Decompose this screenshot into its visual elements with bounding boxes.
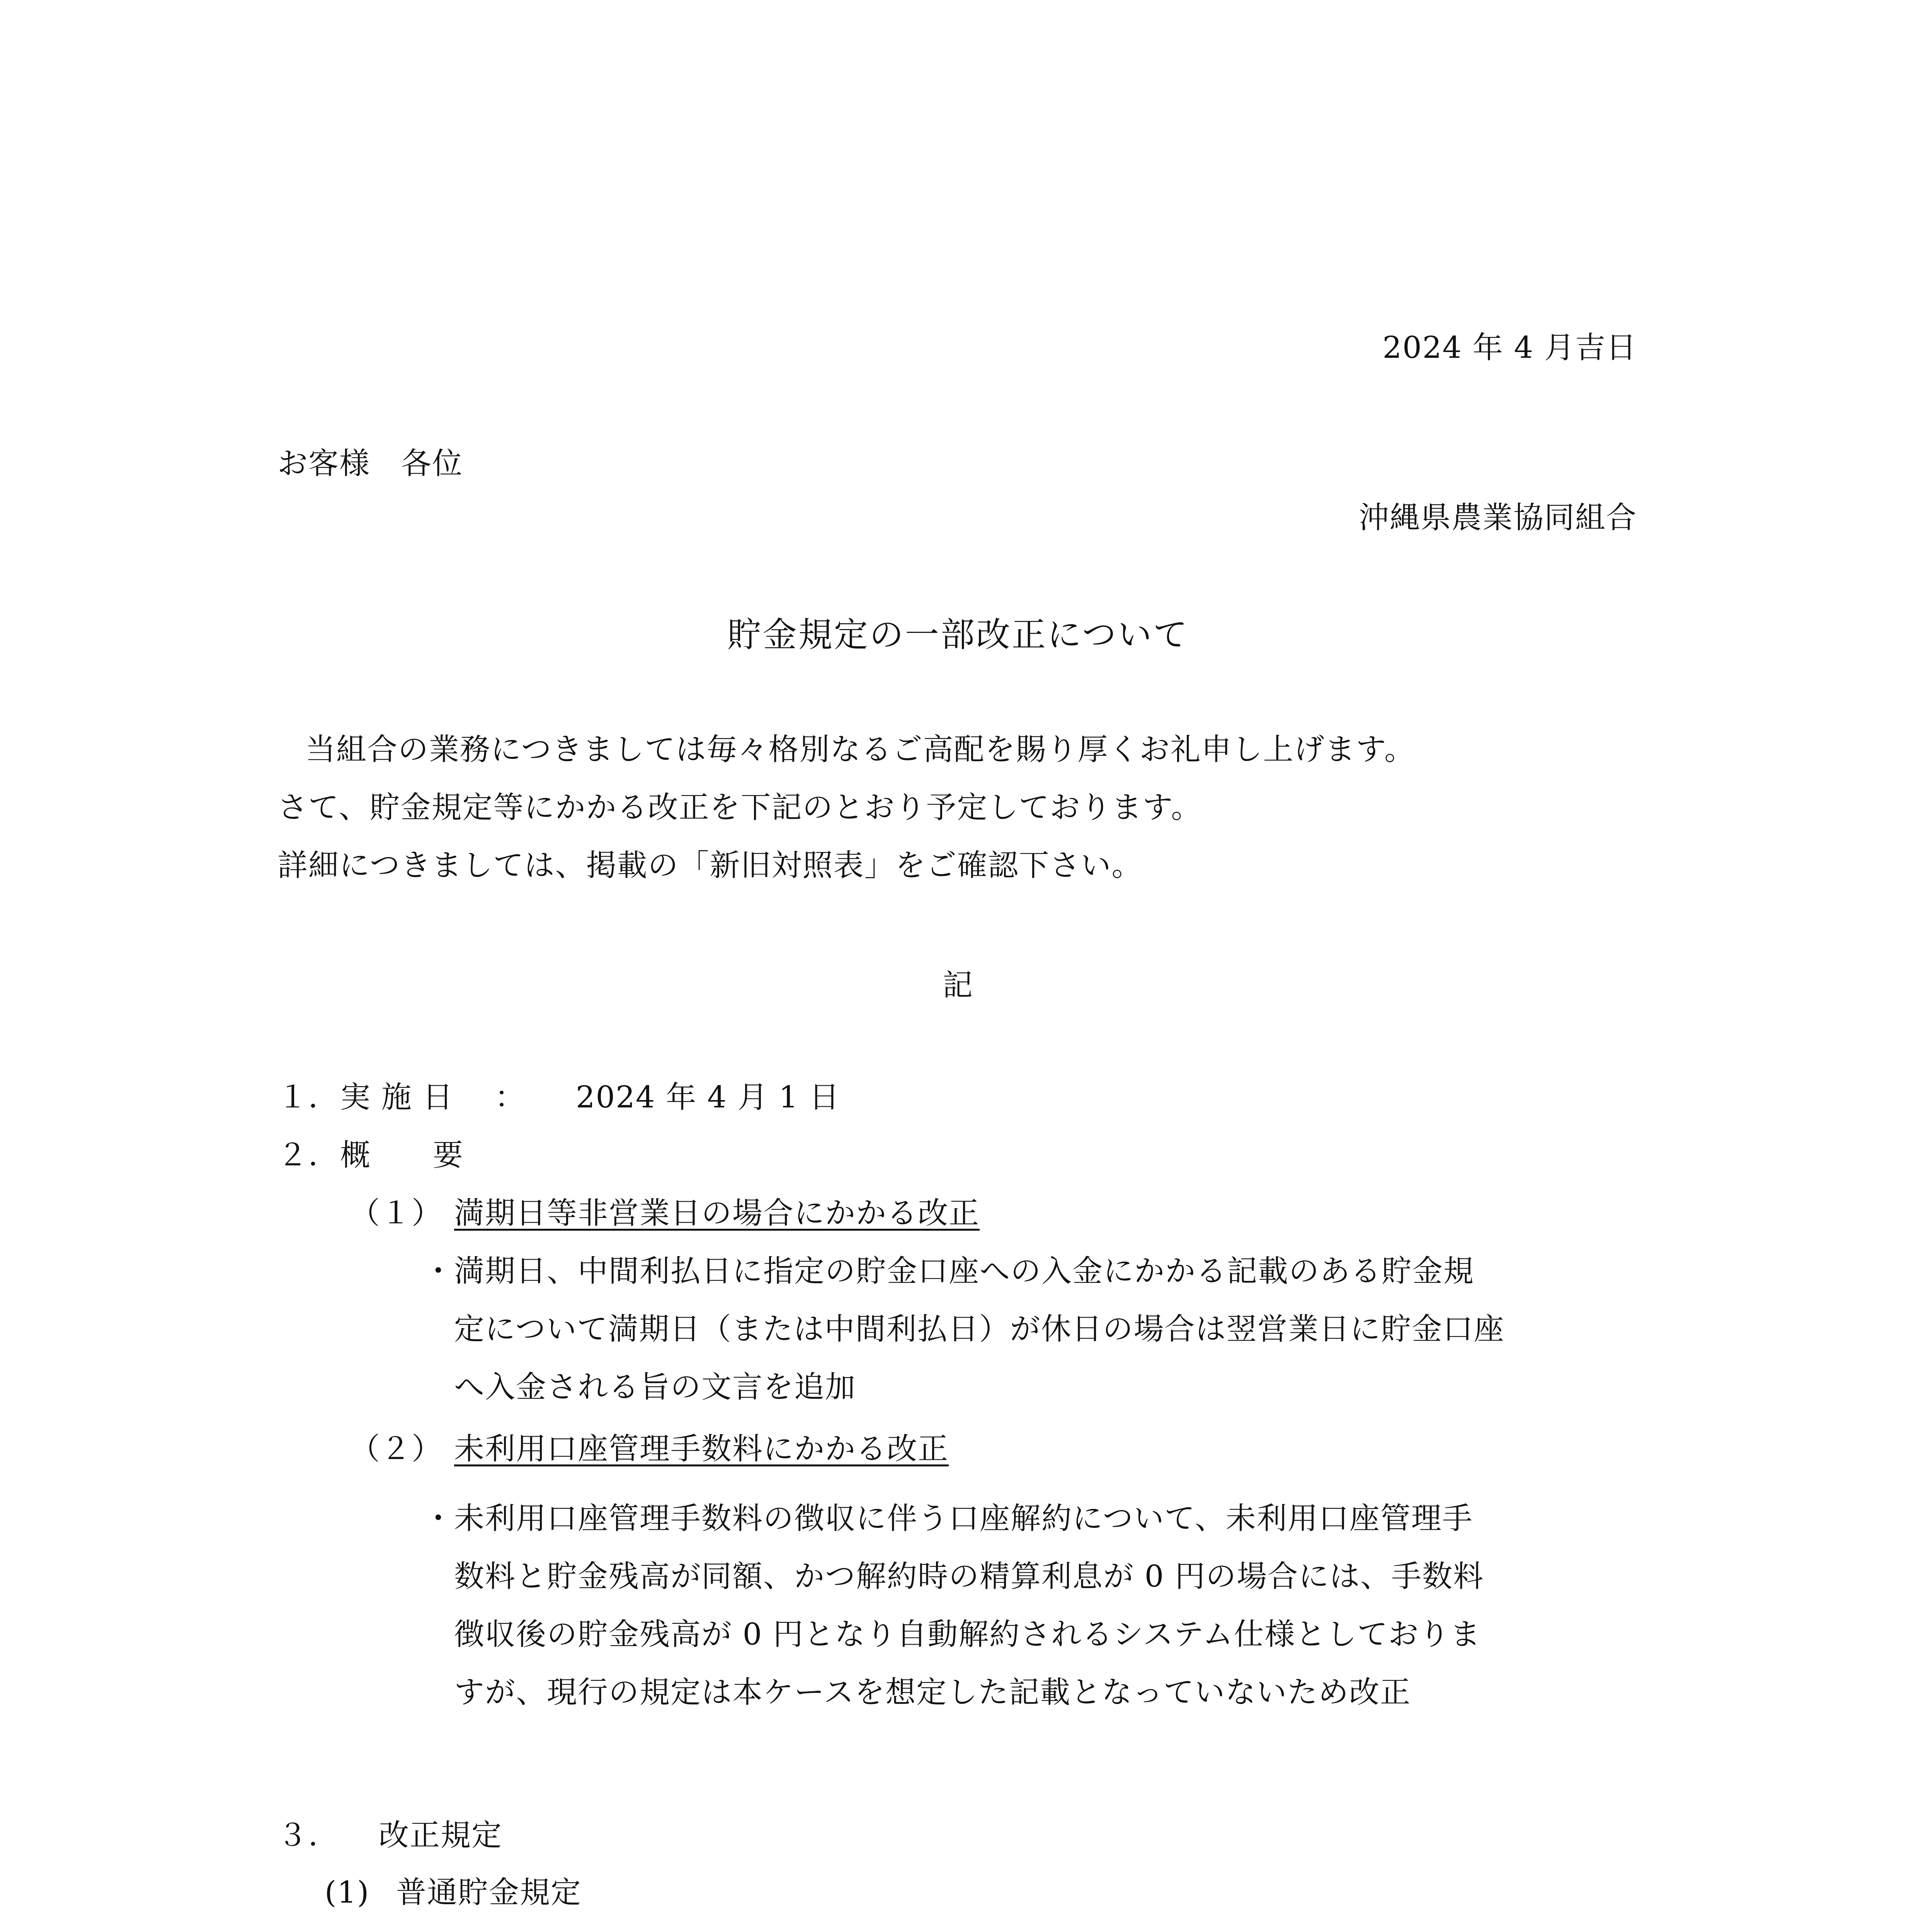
subitem-2-line-3: 徴収後の貯金残高が 0 円となり自動解約されるシステム仕様としておりま <box>454 1617 1481 1652</box>
document-date: 2024 年 4 月吉日 <box>1382 330 1637 365</box>
subitem-1-heading: 満期日等非営業日の場合にかかる改正 <box>454 1196 980 1231</box>
subitem-2-heading: 未利用口座管理手数料にかかる改正 <box>454 1432 949 1466</box>
subitem-2-bullet: ・ <box>423 1501 454 1536</box>
section1-number: １． <box>277 1080 340 1115</box>
subitem-2-line-2: 数料と貯金残高が同額、かつ解約時の精算利息が 0 円の場合には、手数料 <box>454 1559 1484 1594</box>
subitem-2-line-1: 未利用口座管理手数料の徴収に伴う口座解約について、未利用口座管理手 <box>454 1501 1473 1536</box>
regulation-item-number <box>325 1930 370 1932</box>
subitem-2-line-4: すが、現行の規定は本ケースを想定した記載となっていないため改正 <box>454 1675 1411 1710</box>
section2-number: ２． <box>277 1138 340 1173</box>
subitem-2-number: （２） <box>350 1432 443 1466</box>
subitem-1-line-2: 定について満期日（または中間利払日）が休日の場合は翌営業日に貯金口座 <box>454 1312 1505 1347</box>
subitem-1-number: （１） <box>350 1196 443 1231</box>
section1-label: 実 施 日 <box>340 1080 454 1115</box>
sender: 沖縄県農業協同組合 <box>1358 500 1637 535</box>
page-title: 貯金規定の一部改正について <box>727 615 1189 655</box>
regulation-item-text <box>396 1930 643 1932</box>
subitem-1-line-1: 満期日、中間利払日に指定の貯金口座への入金にかかる記載のある貯金規 <box>454 1254 1475 1289</box>
subitem-1-bullet: ・ <box>423 1254 454 1289</box>
section3-number: ３． <box>277 1818 340 1853</box>
intro-line-1: 当組合の業務につきましては毎々格別なるご高配を賜り厚くお礼申し上げます。 <box>305 732 1416 767</box>
recipient: お客様 各位 <box>277 446 463 481</box>
intro-line-2: さて、貯金規定等にかかる改正を下記のとおり予定しております。 <box>277 790 1202 825</box>
section1-colon: ： <box>495 1080 526 1115</box>
subitem-1-line-3: へ入金される旨の文言を追加 <box>454 1370 856 1405</box>
ki-heading: 記 <box>942 968 973 1003</box>
intro-line-3: 詳細につきましては、掲載の「新旧対照表」をご確認下さい。 <box>277 848 1143 883</box>
regulation-item-number: (1) <box>325 1875 370 1910</box>
regulation-item-text: 普通貯金規定 <box>396 1875 582 1910</box>
section2-label: 概 要 <box>340 1138 464 1173</box>
section3-label: 改正規定 <box>379 1818 503 1853</box>
section1-value: 2024 年 4 月 1 日 <box>576 1080 840 1115</box>
